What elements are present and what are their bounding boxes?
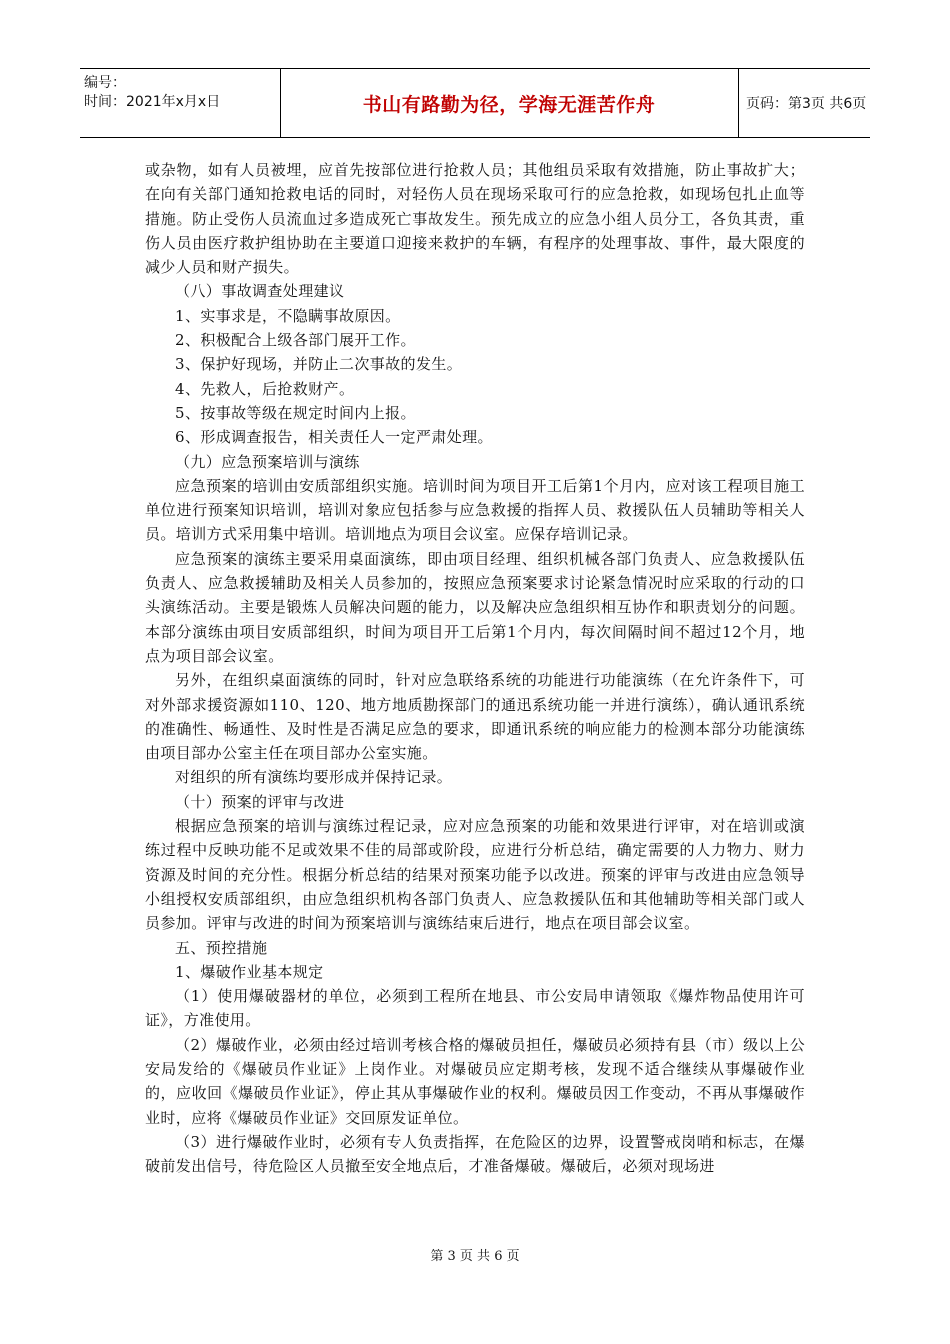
paragraph: 应急预案的演练主要采用桌面演练，即由项目经理、组织机械各部门负责人、应急救援队伍负责人、应急救援辅助及相关人员参加的，按照应急预案要求讨论紧急情况时应采取的行动的口头演练活动。主要是锻炼人员解决问题的能力，以及解决应急组织相互协作和职责划分的问题。本部分演练由项目安质部组织，时间为项目开工后第1个月内，每次间隔时间不超过12个月，地点为项目部会议室。 (145, 549, 805, 665)
header-page-cell (738, 69, 870, 137)
header-meta (80, 69, 281, 137)
document-date: 时间：2021年x月x日 (84, 94, 221, 110)
header-page-info: 页码：第3页 共6页 (746, 96, 867, 112)
paragraph: 对组织的所有演练均要形成并保持记录。 (175, 768, 453, 787)
list-item: 2、积极配合上级各部门展开工作。 (175, 331, 416, 350)
paragraph: 根据应急预案的培训与演练过程记录，应对应急预案的功能和效果进行评审，对在培训或演练过程中反映功能不足或效果不佳的局部或阶段，应进行分析总结，确定需要的人力物力、财力资源及时间的充分性。根据分析总结的结果对预案功能予以改进。预案的评审与改进由应急领导小组授权安质部组织，由应急组织机构各部门负责人、应急救援队伍和其他辅助等相关部门或人员参加。评审与改进的时间为预案培训与演练结束后进行，地点在项目部会议室。 (145, 817, 805, 933)
page-header (80, 68, 870, 138)
document-number-label: 编号： (84, 75, 126, 91)
section-heading: 五、预控措施 (175, 938, 268, 957)
subsection-heading: 1、爆破作业基本规定 (175, 962, 324, 981)
paragraph: 或杂物，如有人员被埋，应首先按部位进行抢救人员；其他组员采取有效措施，防止事故扩大；在向有关部门通知抢救电话的同时，对轻伤人员在现场采取可行的应急抢救，如现场包扎止血等措施。防止受伤人员流血过多造成死亡事故发生。预先成立的应急小组人员分工，各负其责，重伤人员由医疗救护组协助在主要道口迎接来救护的车辆，有程序的处理事故、事件，最大限度的减少人员和财产损失。 (145, 161, 805, 277)
list-item: 4、先救人，后抢救财产。 (175, 379, 355, 398)
section-heading: （十）预案的评审与改进 (175, 792, 345, 811)
list-item: 1、实事求是，不隐瞒事故原因。 (175, 306, 401, 325)
paragraph: （2）爆破作业，必须由经过培训考核合格的爆破员担任，爆破员必须持有县（市）级以上公安局发给的《爆破员作业证》上岗作业。对爆破员应定期考核，发现不适合继续从事爆破作业的，应收回《爆破员作业证》，停止其从事爆破作业的权利。爆破员因工作变动，不再从事爆破作业时，应将《爆破员作业证》交回原发证单位。 (145, 1035, 805, 1127)
header-motto: 书山有路勤为径，学海无涯苦作舟 (362, 93, 656, 116)
document-body (145, 158, 805, 1178)
header-motto-cell (280, 69, 739, 137)
section-heading: （九）应急预案培训与演练 (175, 452, 360, 471)
paragraph: （3）进行爆破作业时，必须有专人负责指挥，在危险区的边界，设置警戒岗哨和标志，在爆破前发出信号，待危险区人员撤至安全地点后，才准备爆破。爆破后，必须对现场进 (145, 1132, 805, 1176)
paragraph: （1）使用爆破器材的单位，必须到工程所在地县、市公安局申请领取《爆炸物品使用许可证》，方准使用。 (145, 987, 805, 1030)
paragraph: 另外，在组织桌面演练的同时，针对应急联络系统的功能进行功能演练（在允许条件下，可对外部求援资源如110、120、地方地质勘探部门的通迅系统功能一并进行演练），确认通讯系统的准确性、畅通性、及时性是否满足应急的要求，即通讯系统的响应能力的检测本部分功能演练由项目部办公室主任在项目部办公室实施。 (145, 671, 805, 763)
section-heading: （八）事故调查处理建议 (175, 282, 345, 301)
list-item: 3、保护好现场，并防止二次事故的发生。 (175, 355, 463, 374)
list-item: 6、形成调查报告，相关责任人一定严肃处理。 (175, 428, 493, 447)
page-footer: 第 3 页 共 6 页 (430, 1249, 520, 1264)
paragraph: 应急预案的培训由安质部组织实施。培训时间为项目开工后第1个月内，应对该工程项目施工单位进行预案知识培训，培训对象应包括参与应急救援的指挥人员、救援队伍人员辅助等相关人员。培训方式采用集中培训。培训地点为项目会议室。应保存培训记录。 (145, 476, 805, 544)
list-item: 5、按事故等级在规定时间内上报。 (175, 403, 416, 422)
